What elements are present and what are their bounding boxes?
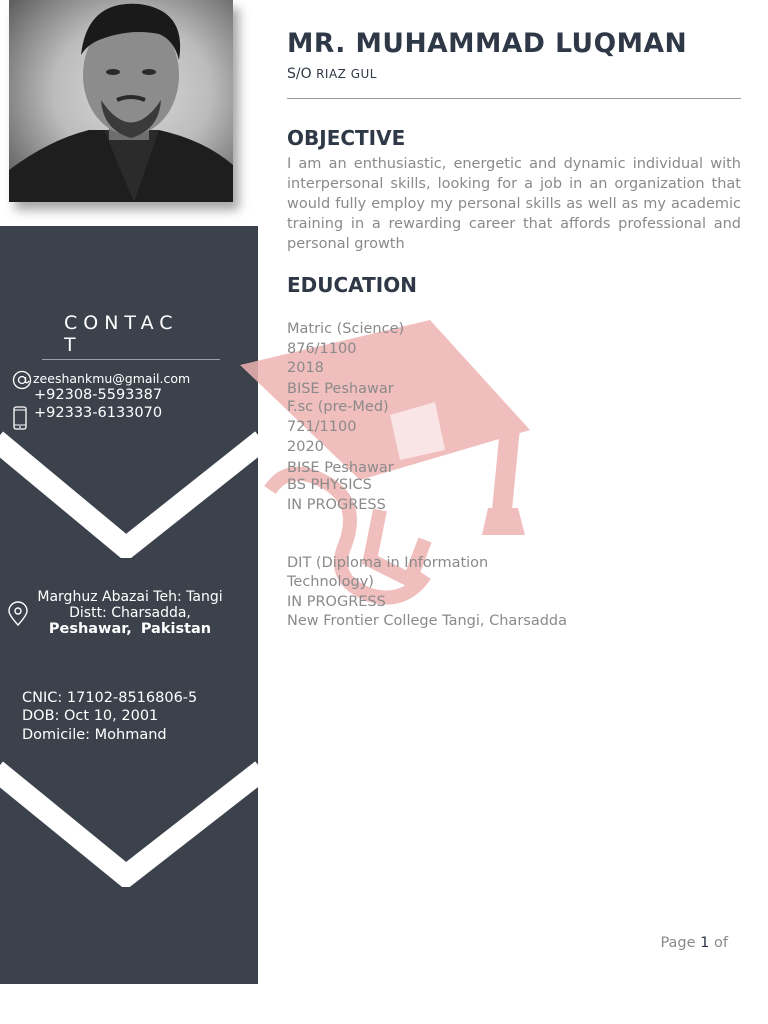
page-footer [660,935,728,951]
objective-text: I am an enthusiastic, energetic and dynamic individual with interpersonal skills, looking for a job in an organization that would fully employ my personal skills as well as my academic training in a rewarding career that affords professional and personal growth [287,156,741,252]
objective-heading: OBJECTIVE [287,126,406,150]
edu-line: 876/1100 [287,341,357,357]
page-label: Page [660,935,696,951]
chevron-divider-top [0,426,258,558]
parent-prefix: S/O [287,66,312,82]
edu-line: Matric (Science) [287,321,405,337]
portrait-image [9,0,233,202]
chevron-divider-bottom [0,752,258,887]
header-divider [287,98,741,99]
mobile-phone-icon [13,406,27,430]
education-heading: EDUCATION [287,273,417,297]
profile-photo [9,0,233,202]
contact-heading: CONTAC T [64,312,179,356]
contact-address [34,589,226,637]
contact-email[interactable]: zeeshankmu@gmail.com [33,371,191,386]
address-line-1: Marghuz Abazai Teh: Tangi [37,589,223,605]
address-line-2: Distt: Charsadda, [69,605,191,621]
edu-line: DIT (Diploma in Information [287,555,489,571]
edu-line: BISE Peshawar [287,460,394,476]
contact-divider [42,359,220,360]
edu-line: BS PHYSICS [287,477,372,493]
dob-text: DOB: Oct 10, 2001 [22,708,159,724]
page-suffix: of [714,935,728,951]
page-number: 1 [700,935,710,951]
parent-name [287,66,377,82]
edu-line: 2018 [287,360,324,376]
edu-line: F.sc (pre-Med) [287,399,389,415]
parent-name-text: RIAZ GUL [316,67,377,81]
edu-line: 721/1100 [287,419,357,435]
edu-line: BISE Peshawar [287,381,394,397]
edu-line: 2020 [287,439,324,455]
edu-line: IN PROGRESS [287,497,386,513]
location-pin-icon [7,601,29,627]
contact-phone-2[interactable]: +92333-6133070 [34,405,163,421]
cnic-text: CNIC: 17102-8516806-5 [22,690,198,706]
address-line-3: Peshawar, Pakistan [48,621,212,637]
edu-line: New Frontier College Tangi, Charsadda [287,613,568,629]
contact-phone-1[interactable]: +92308-5593387 [34,387,163,403]
domicile-text: Domicile: Mohmand [22,727,167,743]
edu-line: IN PROGRESS [287,594,386,610]
edu-line: Technology) [287,574,374,590]
at-sign-icon [12,370,32,390]
candidate-name: MR. MUHAMMAD LUQMAN [287,28,688,59]
